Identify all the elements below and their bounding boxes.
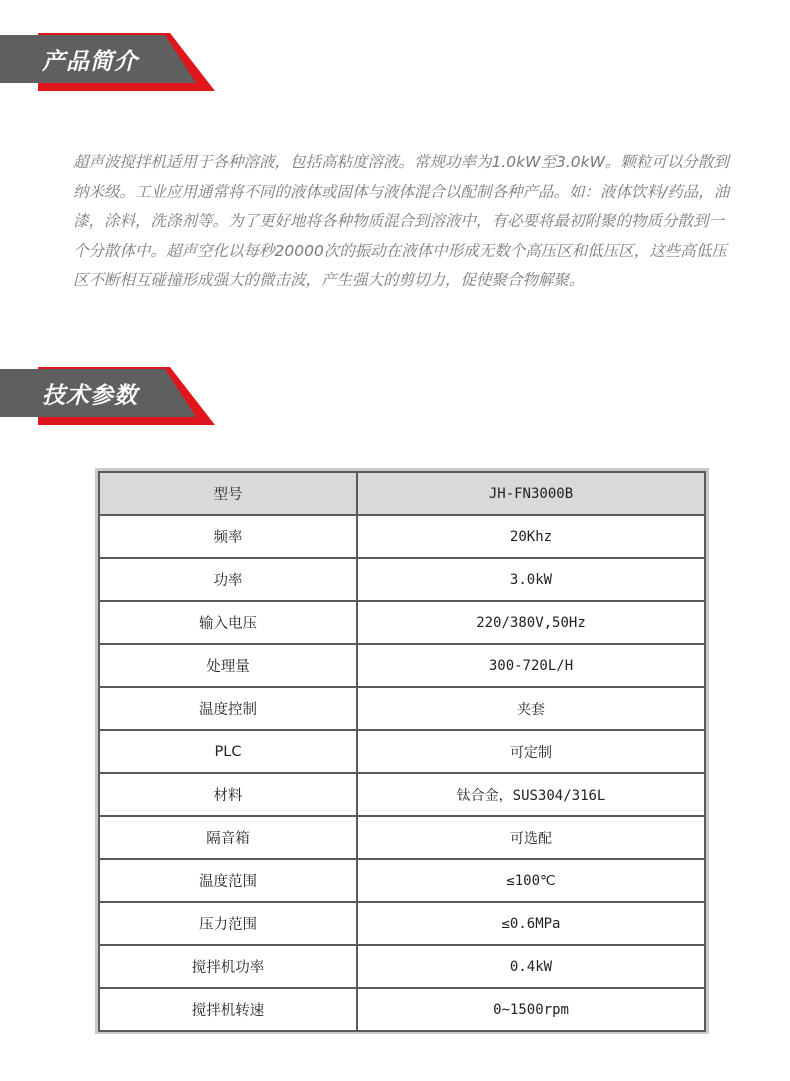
table-row — [98, 903, 706, 946]
spec-value: JH-FN3000B — [358, 471, 706, 516]
spec-value: 可定制 — [358, 731, 706, 774]
table-row — [98, 688, 706, 731]
spec-value: 钛合金，SUS304/316L — [358, 774, 706, 817]
spec-value: 夹套 — [358, 688, 706, 731]
spec-value: ≤100℃ — [358, 860, 706, 903]
section-banner-params — [0, 367, 215, 425]
spec-value: 0~1500rpm — [358, 989, 706, 1032]
spec-value: 300-720L/H — [358, 645, 706, 688]
section-banner-intro — [0, 33, 215, 91]
spec-label: 温度范围 — [98, 860, 358, 903]
spec-label: 频率 — [98, 516, 358, 559]
section-title-params: 技术参数 — [42, 383, 138, 409]
spec-label: 压力范围 — [98, 903, 358, 946]
table-row — [98, 731, 706, 774]
spec-label: 温度控制 — [98, 688, 358, 731]
table-row — [98, 471, 706, 516]
table-row — [98, 645, 706, 688]
spec-value: 220/380V,50Hz — [358, 602, 706, 645]
spec-value: ≤0.6MPa — [358, 903, 706, 946]
spec-label: 处理量 — [98, 645, 358, 688]
spec-label: 型号 — [98, 471, 358, 516]
section-title-intro: 产品简介 — [42, 49, 138, 75]
spec-value: 3.0kW — [358, 559, 706, 602]
spec-label: 材料 — [98, 774, 358, 817]
table-row — [98, 946, 706, 989]
spec-table-frame — [95, 468, 709, 1034]
table-row — [98, 559, 706, 602]
spec-value: 0.4kW — [358, 946, 706, 989]
table-row — [98, 774, 706, 817]
product-intro-text: 超声波搅拌机适用于各种溶液，包括高粘度溶液。常规功率为1.0kW至3.0kW。颗粒可以分散到纳米级。工业应用通常将不同的液体或固体与液体混合以配制各种产品。如：液体饮料/药品，油漆，涂料，洗涤剂等。为了更好地将各种物质混合到溶液中，有必要将最初附聚的物质分散到一个分散体中。超声空化以每秒20000次的振动在液体中形成无数个高压区和低压区，这些高低压区不断相互碰撞形成强大的微击波，产生强大的剪切力，促使聚合物解聚。 — [73, 153, 730, 289]
spec-label: PLC — [98, 731, 358, 774]
spec-table — [98, 471, 706, 1032]
spec-label: 搅拌机功率 — [98, 946, 358, 989]
table-row — [98, 516, 706, 559]
spec-value: 20Khz — [358, 516, 706, 559]
spec-label: 搅拌机转速 — [98, 989, 358, 1032]
table-row — [98, 860, 706, 903]
spec-label: 功率 — [98, 559, 358, 602]
table-row — [98, 817, 706, 860]
table-row — [98, 989, 706, 1032]
table-row — [98, 602, 706, 645]
spec-label: 输入电压 — [98, 602, 358, 645]
spec-value: 可选配 — [358, 817, 706, 860]
spec-label: 隔音箱 — [98, 817, 358, 860]
